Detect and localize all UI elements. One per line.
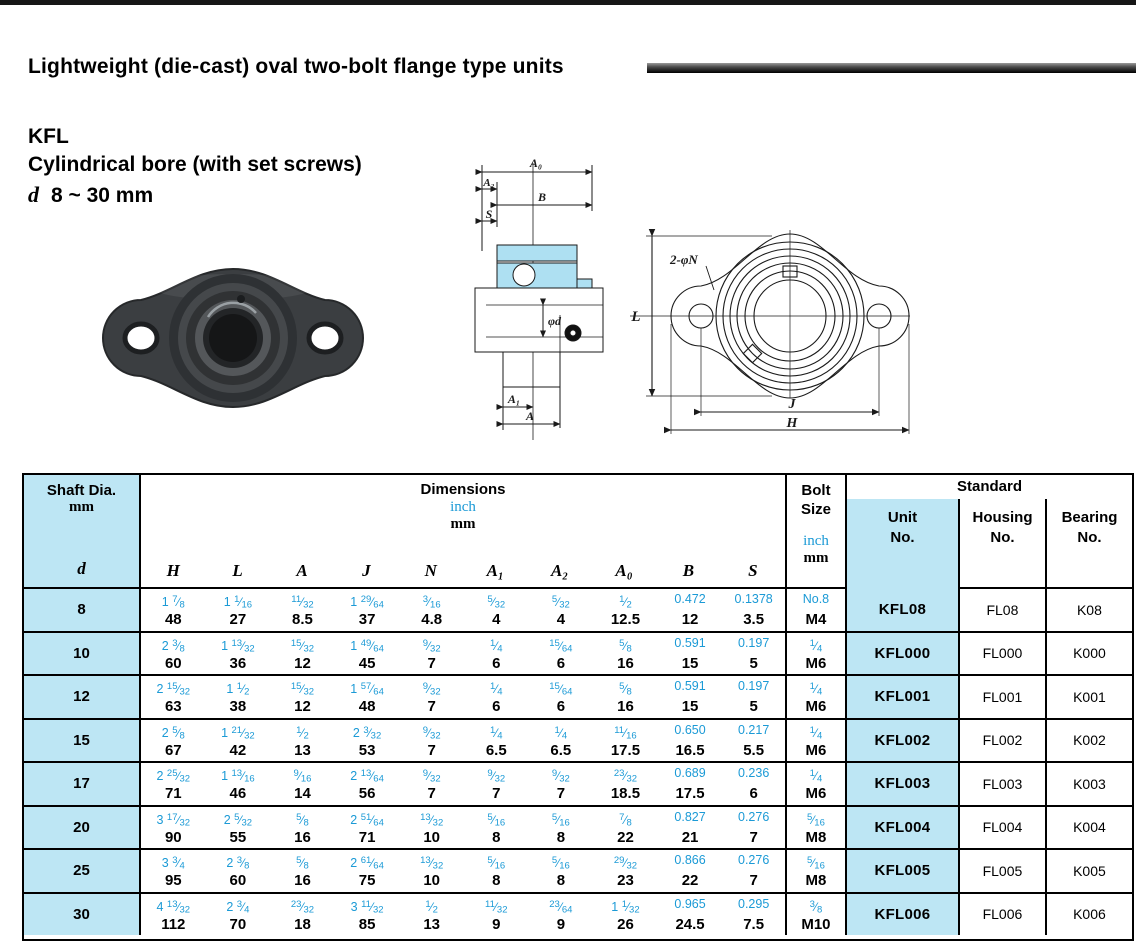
dim-cell-S: 0.1378 3.5 xyxy=(722,589,787,631)
dimensions-table xyxy=(22,473,1134,941)
table-row xyxy=(24,761,1132,805)
bearing-photo xyxy=(65,243,400,430)
bearing-no-cell: K001 xyxy=(1045,676,1132,718)
dim-cell-A2: $^5$⁄16 8 xyxy=(551,855,570,889)
bolt-size-cell: $^5$⁄16 M8 xyxy=(787,850,847,892)
bearing-no-cell: K002 xyxy=(1045,720,1132,762)
housing-no-header: Housing No. xyxy=(958,499,1045,589)
dim-cell-A2: $^{23}$⁄64 9 xyxy=(549,898,573,933)
dim-cell-A2: $^5$⁄16 8 xyxy=(551,811,570,846)
table-row xyxy=(24,589,1132,631)
dim-cell-A: $^{23}$⁄32 18 xyxy=(290,898,315,933)
dim-cell-A1: $^5$⁄32 4 xyxy=(487,594,506,628)
bolt-mm-label: mm xyxy=(803,550,829,566)
dim-cell-N: $^{13}$⁄32 10 xyxy=(420,811,444,846)
dim-cell-A1: $^5$⁄16 8 xyxy=(487,811,506,846)
shaft-dia-cell: 15 xyxy=(24,720,141,762)
shaft-dia-cell: 20 xyxy=(24,807,141,849)
housing-no-cell: FL001 xyxy=(958,676,1045,718)
dim-label-l: L xyxy=(631,309,641,325)
standard-label: Standard xyxy=(956,478,1022,495)
series-title: KFL xyxy=(28,125,69,148)
unit-no-cell: KFL003 xyxy=(847,763,958,805)
dim-cell-N: $^9$⁄32 7 xyxy=(422,681,441,715)
bearing-no-cell: K005 xyxy=(1045,850,1132,892)
photo-bolt-hole-left xyxy=(125,324,157,352)
shaft-dia-cell: 30 xyxy=(24,894,141,936)
title-rule-divider xyxy=(647,63,1136,73)
housing-no-cell: FL004 xyxy=(958,807,1045,849)
dim-cell-L: 1 $^{21}$⁄32 42 xyxy=(221,724,255,759)
dim-cell-L: 1 $^{13}$⁄32 36 xyxy=(221,637,255,672)
dim-cell-A0: $^5$⁄8 16 xyxy=(617,681,634,715)
bearing-no-cell: K000 xyxy=(1045,633,1132,675)
dim-cell-A: $^{11}$⁄32 8.5 xyxy=(291,594,314,628)
dimensions-inch-label: inch xyxy=(450,499,476,515)
dimensions-header xyxy=(141,475,787,587)
dimension-column-letter: A₀ xyxy=(615,561,633,580)
dim-cell-S: 0.276 7 xyxy=(722,807,787,849)
dim-cell-H: 3 $^{17}$⁄32 90 xyxy=(156,811,191,846)
dim-cell-A: $^1$⁄2 13 xyxy=(294,724,311,759)
dim-cell-J: 1 $^{57}$⁄64 48 xyxy=(350,681,384,715)
dim-label-a0: A₀ xyxy=(529,156,543,170)
shaft-dia-cell: 25 xyxy=(24,850,141,892)
dim-cell-S: 0.217 5.5 xyxy=(722,720,787,762)
dim-cell-B: 0.827 21 xyxy=(674,809,706,846)
bolt-size-cell: $^1$⁄4 M6 xyxy=(787,676,847,718)
housing-no-cell: FL000 xyxy=(958,633,1045,675)
housing-no-cell: FL003 xyxy=(958,763,1045,805)
bearing-no-cell: K08 xyxy=(1045,589,1132,631)
table-row xyxy=(24,674,1132,718)
bolt-inch-label: inch xyxy=(803,533,829,549)
dim-cell-N: $^9$⁄32 7 xyxy=(422,768,441,802)
dimension-column-letters xyxy=(141,561,785,581)
dim-cell-A0: $^7$⁄8 22 xyxy=(617,811,634,846)
table-row xyxy=(24,805,1132,849)
product-subtitle: Cylindrical bore (with set screws) xyxy=(28,153,362,176)
shaft-dia-cell: 17 xyxy=(24,763,141,805)
dim-cell-N: $^9$⁄32 7 xyxy=(422,637,441,672)
unit-no-cell: KFL004 xyxy=(847,807,958,849)
shaft-dia-symbol: d xyxy=(77,559,86,578)
bolt-size-cell: $^3$⁄8 M10 xyxy=(787,894,847,936)
dim-cell-L: 1 $^1$⁄2 38 xyxy=(226,681,250,715)
dim-cell-H: 2 $^5$⁄8 67 xyxy=(161,724,185,759)
dim-cell-B: 0.689 17.5 xyxy=(674,766,706,802)
dim-cell-B: 0.965 24.5 xyxy=(674,896,706,933)
dim-cell-A1: $^1$⁄4 6 xyxy=(489,681,503,715)
dim-cell-S: 0.276 7 xyxy=(722,850,787,892)
shaft-dia-header xyxy=(24,475,141,587)
shaft-dia-cell: 10 xyxy=(24,633,141,675)
dimension-column-letter: N xyxy=(424,561,437,580)
dimension-column-letter: L xyxy=(232,561,243,580)
dim-cell-S: 0.197 5 xyxy=(722,676,787,718)
dim-cell-A0: $^{11}$⁄16 17.5 xyxy=(610,724,641,759)
shaft-dia-cell: 12 xyxy=(24,676,141,718)
bearing-no-header: Bearing No. xyxy=(1045,499,1132,589)
dim-cell-J: 1 $^{49}$⁄64 45 xyxy=(350,637,384,672)
dim-label-phi-d: φd xyxy=(548,314,562,328)
dim-cell-L: 1 $^{13}$⁄16 46 xyxy=(221,768,255,802)
dim-cell-S: 0.295 7.5 xyxy=(722,894,787,936)
bolt-label-line1: Bolt xyxy=(801,482,831,499)
dim-cell-B: 0.472 12 xyxy=(674,592,706,628)
housing-no-cell: FL005 xyxy=(958,850,1045,892)
dim-cell-A0: $^{29}$⁄32 23 xyxy=(613,855,638,889)
unit-no-cell: KFL006 xyxy=(847,894,958,936)
dim-cell-B: 0.591 15 xyxy=(674,635,706,672)
table-row xyxy=(24,718,1132,762)
table-body xyxy=(24,589,1132,935)
dim-cell-A2: $^{15}$⁄64 6 xyxy=(549,637,573,672)
table-row xyxy=(24,848,1132,892)
unit-no-header: Unit No. xyxy=(847,499,958,589)
dim-cell-A: $^{15}$⁄32 12 xyxy=(290,637,315,672)
dim-cell-L: 1 $^1$⁄16 27 xyxy=(223,594,253,628)
unit-no-cell: KFL002 xyxy=(847,720,958,762)
dimension-column-letter: S xyxy=(748,561,758,580)
dim-cell-A1: $^1$⁄4 6.5 xyxy=(485,724,507,759)
bolt-size-cell: $^1$⁄4 M6 xyxy=(787,720,847,762)
page-title: Lightweight (die-cast) oval two-bolt flange type units xyxy=(28,55,564,78)
bore-symbol: d xyxy=(28,182,39,207)
unit-no-cell: KFL08 xyxy=(847,589,958,631)
bearing-no-cell: K004 xyxy=(1045,807,1132,849)
bore-range xyxy=(28,182,153,208)
dim-label-h: H xyxy=(786,416,798,431)
dim-label-a2: A₂ xyxy=(483,177,495,189)
unit-no-cell: KFL005 xyxy=(847,850,958,892)
shaft-dia-cell: 8 xyxy=(24,589,141,631)
dim-cell-A2: $^5$⁄32 4 xyxy=(551,594,570,628)
standard-header xyxy=(847,475,1132,587)
dim-cell-J: 1 $^{29}$⁄64 37 xyxy=(350,594,384,628)
bolt-size-cell: $^1$⁄4 M6 xyxy=(787,633,847,675)
shaft-dia-unit: mm xyxy=(69,499,94,515)
dim-cell-H: 3 $^3$⁄4 95 xyxy=(161,855,185,889)
photo-set-screw xyxy=(237,295,245,303)
dim-cell-A: $^5$⁄8 16 xyxy=(294,811,311,846)
bolt-size-cell: $^5$⁄16 M8 xyxy=(787,807,847,849)
bolt-size-header xyxy=(787,475,847,587)
top-border-bar xyxy=(0,0,1136,5)
table-header xyxy=(24,475,1132,589)
dim-cell-N: $^9$⁄32 7 xyxy=(422,724,441,759)
dimension-column-letter: H xyxy=(166,561,180,580)
dim-cell-H: 2 $^{15}$⁄32 63 xyxy=(156,681,191,715)
dimension-column-letter: A₁ xyxy=(486,561,504,580)
dim-cell-S: 0.197 5 xyxy=(722,633,787,675)
housing-no-cell: FL002 xyxy=(958,720,1045,762)
shaft-dia-label: Shaft Dia. xyxy=(46,482,117,499)
dim-cell-J: 2 $^3$⁄32 53 xyxy=(352,724,382,759)
dim-cell-N: $^{13}$⁄32 10 xyxy=(420,855,444,889)
dim-cell-J: 2 $^{61}$⁄64 75 xyxy=(350,855,384,889)
dimensions-mm-label: mm xyxy=(450,516,476,532)
dim-cell-A1: $^9$⁄32 7 xyxy=(487,768,506,802)
dim-label-a: A xyxy=(525,409,535,423)
dim-cell-A1: $^5$⁄16 8 xyxy=(487,855,506,889)
bolt-size-cell: $^1$⁄4 M6 xyxy=(787,763,847,805)
dim-cell-H: 4 $^{13}$⁄32 112 xyxy=(156,898,191,933)
bearing-no-cell: K006 xyxy=(1045,894,1132,936)
dim-label-j: J xyxy=(788,397,796,412)
dim-label-a1: A₁ xyxy=(507,392,521,406)
dim-label-2-phi-n: 2-φN xyxy=(670,252,698,267)
bearing-no-cell: K003 xyxy=(1045,763,1132,805)
dim-cell-L: 2 $^3$⁄8 60 xyxy=(226,855,250,889)
dim-cell-J: 2 $^{13}$⁄64 56 xyxy=(350,768,384,802)
photo-bolt-hole-right xyxy=(309,324,341,352)
dim-cell-A: $^5$⁄8 16 xyxy=(294,855,311,889)
dim-cell-J: 3 $^{11}$⁄32 85 xyxy=(350,898,384,933)
dim-cell-B: 0.650 16.5 xyxy=(674,722,706,759)
dimension-column-letter: A xyxy=(296,561,308,580)
side-view-drawing xyxy=(440,155,625,445)
dim-cell-L: 2 $^3$⁄4 70 xyxy=(226,898,250,933)
front-view-drawing xyxy=(622,228,914,440)
dim-cell-A0: 1 $^1$⁄32 26 xyxy=(611,898,640,933)
dimension-column-letter: A₂ xyxy=(550,561,569,580)
dim-cell-A2: $^1$⁄4 6.5 xyxy=(550,724,572,759)
dim-cell-J: 2 $^{51}$⁄64 71 xyxy=(350,811,384,846)
dim-cell-B: 0.591 15 xyxy=(674,679,706,715)
table-row xyxy=(24,631,1132,675)
dim-cell-A: $^{15}$⁄32 12 xyxy=(290,681,315,715)
dim-label-b: B xyxy=(537,190,547,204)
dimension-column-letter: J xyxy=(362,561,371,580)
dimension-column-letter: B xyxy=(682,561,695,580)
dim-cell-N: $^1$⁄2 13 xyxy=(423,898,441,933)
dim-cell-H: 1 $^7$⁄8 48 xyxy=(161,594,185,628)
dimensions-label: Dimensions xyxy=(420,481,506,498)
bolt-size-cell: No.8 M4 xyxy=(787,589,847,631)
dim-cell-A: $^9$⁄16 14 xyxy=(293,768,312,802)
dim-label-s: S xyxy=(485,207,493,221)
dim-cell-A0: $^1$⁄2 12.5 xyxy=(610,594,641,628)
bore-range-value: 8 ~ 30 mm xyxy=(51,184,154,207)
table-row xyxy=(24,892,1132,936)
bolt-label-line2: Size xyxy=(800,501,831,518)
housing-no-cell: FL08 xyxy=(958,589,1045,631)
dim-cell-A0: $^{23}$⁄32 18.5 xyxy=(610,768,641,802)
unit-no-cell: KFL000 xyxy=(847,633,958,675)
dim-cell-N: $^3$⁄16 4.8 xyxy=(421,594,443,628)
dim-cell-S: 0.236 6 xyxy=(722,763,787,805)
dim-cell-A1: $^{11}$⁄32 9 xyxy=(485,898,508,933)
dim-cell-A2: $^9$⁄32 7 xyxy=(551,768,570,802)
unit-no-cell: KFL001 xyxy=(847,676,958,718)
dim-cell-B: 0.866 22 xyxy=(674,853,706,889)
dim-cell-A2: $^{15}$⁄64 6 xyxy=(549,681,573,715)
dim-cell-H: 2 $^3$⁄8 60 xyxy=(161,637,185,672)
dim-cell-H: 2 $^{25}$⁄32 71 xyxy=(156,768,191,802)
dim-cell-L: 2 $^5$⁄32 55 xyxy=(223,811,253,846)
dim-cell-A0: $^5$⁄8 16 xyxy=(617,637,634,672)
housing-no-cell: FL006 xyxy=(958,894,1045,936)
dim-cell-A1: $^1$⁄4 6 xyxy=(489,637,503,672)
